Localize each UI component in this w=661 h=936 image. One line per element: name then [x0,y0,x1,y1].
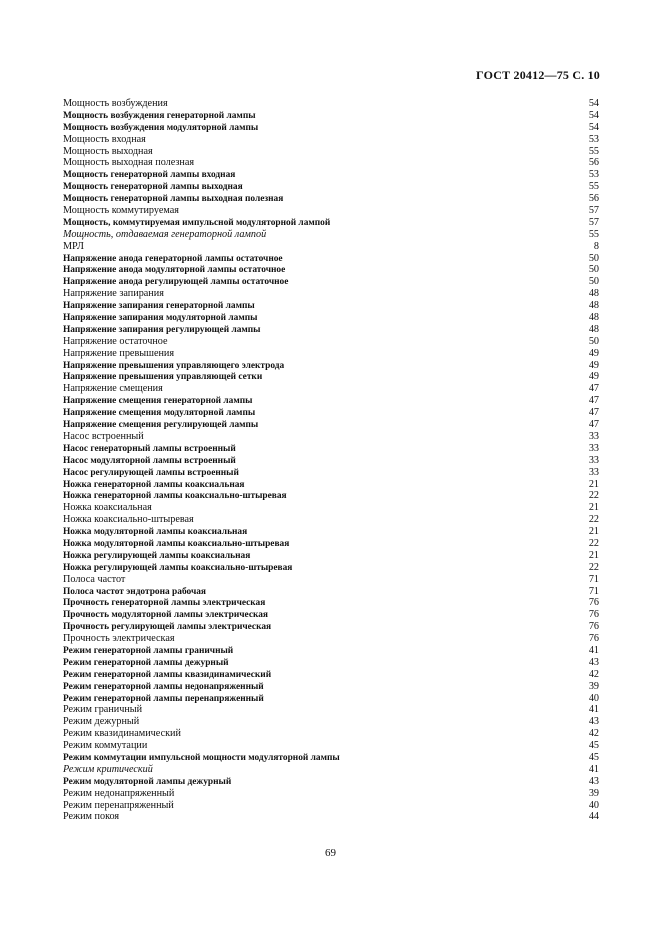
index-entry [63,704,599,716]
index-page-ref: 54 [588,98,599,109]
index-term: Ножка коаксиально-штыревая [63,514,194,526]
index-term: Режим недонапряженный [63,787,175,799]
index-page-ref: 41 [588,763,599,775]
index-page-ref: 49 [588,359,599,371]
index-page-ref: 55 [588,145,599,157]
index-term: Мощность коммутируемая [63,205,179,217]
index-page-ref: 40 [588,692,599,704]
index-entry [63,217,599,229]
index-term: Полоса частот [63,573,126,585]
index-page-ref: 33 [588,442,599,454]
index-term: Режим дежурный [63,716,140,728]
index-entry [63,360,599,372]
index-entry [63,312,599,324]
index-entry [63,550,599,562]
index-entry [63,752,599,764]
index-term: Мощность входная [63,133,146,145]
index-term: Режим критический [63,763,153,775]
index-entry [63,740,599,752]
index-entry [63,597,599,609]
index-entry [63,229,599,241]
index-term: Ножка генераторной лампы коаксиальная [63,479,245,490]
index-page-ref: 39 [588,680,599,692]
index-entry [63,395,599,407]
index-term: Мощность генераторной лампы выходная полезная [63,194,284,205]
index-term: Напряжение запирания регулирующей лампы [63,324,261,335]
index-entry [63,336,599,348]
index-entry [63,371,599,383]
index-term: Мощность выходная [63,145,153,157]
index-entry [63,669,599,681]
index-page-ref: 47 [588,407,599,419]
index-entry [63,241,599,253]
index-entry [63,98,599,110]
index-page-ref: 48 [588,300,599,312]
index-entry [63,788,599,800]
index-page-ref: 42 [588,728,599,740]
index-term: Прочность регулирующей лампы электрическая [63,622,272,633]
index-term: Режим квазидинамический [63,728,181,740]
index-term: Режим коммутации импульсной мощности модуляторной лампы [63,752,340,763]
index-term: Ножка регулирующей лампы коаксиальная [63,550,251,561]
index-page-ref: 47 [588,395,599,407]
index-page-ref: 22 [588,561,599,573]
index-page-ref: 55 [588,228,599,240]
index-entry [63,253,599,265]
index-page-ref: 21 [588,478,599,490]
index-term: Мощность выходная полезная [63,157,195,169]
index-entry [63,526,599,538]
index-entry [63,288,599,300]
index-entry [63,324,599,336]
index-term: Мощность, коммутируемая импульсной модуляторной лампой [63,217,331,228]
index-page-ref: 50 [588,252,599,264]
index-term: Напряжение превышения управляющей сетки [63,372,263,383]
index-page-ref: 22 [588,514,599,526]
index-page-ref: 57 [588,216,599,228]
index-entry [63,633,599,645]
index-page-ref: 76 [588,609,599,621]
index-term: Ножка генераторной лампы коаксиально-штыревая [63,491,287,502]
index-page-ref: 33 [588,466,599,478]
index-term: Напряжение анода регулирующей лампы остаточное [63,277,289,288]
index-term: Напряжение запирания генераторной лампы [63,301,255,312]
index-term: Напряжение анода модуляторной лампы остаточное [63,265,286,276]
index-page-ref: 50 [588,276,599,288]
index-page-ref: 53 [588,169,599,181]
index-term: Ножка модуляторной лампы коаксиально-штыревая [63,538,290,549]
index-page-ref: 8 [593,240,599,252]
index-page-ref: 43 [588,716,599,728]
index-page-ref: 54 [588,109,599,121]
index-term: Прочность электрическая [63,633,175,645]
index-term: МРЛ [63,240,84,252]
index-term: Режим генераторной лампы недонапряженный [63,681,264,692]
index-page-ref: 48 [588,312,599,324]
index-entry [63,764,599,776]
index-entry [63,443,599,455]
index-entry [63,110,599,122]
index-term: Напряжение остаточное [63,335,168,347]
index-term: Напряжение превышения [63,347,175,359]
index-term: Полоса частот эндотрона рабочая [63,586,207,597]
index-entry [63,609,599,621]
index-page-ref: 22 [588,490,599,502]
index-term: Мощность, отдаваемая генераторной лампой [63,228,267,240]
index-term: Насос модуляторной лампы встроенный [63,455,236,466]
index-entry [63,122,599,134]
index-term: Насос встроенный [63,430,144,442]
index-entry [63,586,599,598]
index-entry [63,407,599,419]
index-entry [63,276,599,288]
index-page-ref: 54 [588,121,599,133]
index-entry [63,193,599,205]
index-page-ref: 76 [588,597,599,609]
index-term: Режим перенапряженный [63,799,174,811]
index-term: Напряжение смещения регулирующей лампы [63,420,259,431]
index-entry [63,419,599,431]
index-entry [63,645,599,657]
index-page-ref: 45 [588,751,599,763]
index-term: Мощность возбуждения генераторной лампы [63,110,256,121]
index-page-ref: 43 [588,656,599,668]
index-term: Ножка регулирующей лампы коаксиально-штыревая [63,562,293,573]
index-page-ref: 56 [588,157,599,169]
index-page-ref: 45 [588,740,599,752]
index-term: Режим генераторной лампы перенапряженный [63,693,264,704]
index-page-ref: 22 [588,537,599,549]
index-page-ref: 43 [588,775,599,787]
index-page-ref: 39 [588,787,599,799]
index-page-ref: 40 [588,799,599,811]
index-page-ref: 48 [588,323,599,335]
index-term: Напряжение смещения генераторной лампы [63,396,253,407]
index-entry [63,514,599,526]
index-term: Напряжение запирания [63,288,164,300]
index-entry [63,562,599,574]
running-header: ГОСТ 20412—75 С. 10 [476,68,600,82]
index-entry [63,467,599,479]
index-entry [63,728,599,740]
index-term: Ножка модуляторной лампы коаксиальная [63,527,248,538]
index-page-ref: 57 [588,205,599,217]
index-page-ref: 47 [588,383,599,395]
index-term: Режим генераторной лампы граничный [63,645,234,656]
index-entry [63,681,599,693]
index-term: Режим граничный [63,704,143,716]
index-entry [63,776,599,788]
index-term: Прочность генераторной лампы электрическая [63,598,266,609]
index-entry [63,157,599,169]
index-entry [63,479,599,491]
index-page-ref: 41 [588,644,599,656]
index-page-ref: 49 [588,347,599,359]
index-page-ref: 21 [588,526,599,538]
index-term: Мощность возбуждения модуляторной лампы [63,122,259,133]
page-number: 69 [325,847,336,859]
index-page-ref: 56 [588,193,599,205]
index-term: Насос регулирующей лампы встроенный [63,467,239,478]
index-term: Напряжение смещения [63,383,163,395]
index-term: Мощность генераторной лампы входная [63,170,236,181]
index-entry [63,134,599,146]
index-page-ref: 71 [588,573,599,585]
index-term: Ножка коаксиальная [63,502,152,514]
index-entry [63,621,599,633]
index-page-ref: 33 [588,430,599,442]
index-term: Мощность возбуждения [63,98,168,109]
index-page-ref: 47 [588,419,599,431]
index-entry [63,574,599,586]
index-page-ref: 53 [588,133,599,145]
index-term: Напряжение превышения управляющего электрода [63,360,285,371]
index-term: Напряжение запирания модуляторной лампы [63,313,258,324]
index-page-ref: 50 [588,264,599,276]
index-page-ref: 33 [588,454,599,466]
index-page-ref: 50 [588,335,599,347]
index-entry [63,146,599,158]
index-entry [63,169,599,181]
index-page-ref: 76 [588,633,599,645]
index-term: Насос генераторный лампы встроенный [63,443,236,454]
index-entry [63,348,599,360]
index-term: Мощность генераторной лампы выходная [63,182,243,193]
index-entry [63,264,599,276]
index-entry [63,205,599,217]
index-page-ref: 49 [588,371,599,383]
index-entry [63,693,599,705]
index-entry [63,538,599,550]
index-term: Режим покоя [63,811,120,823]
index-entry [63,716,599,728]
index-term: Напряжение анода генераторной лампы остаточное [63,253,283,264]
index-page-ref: 76 [588,621,599,633]
index-page-ref: 44 [588,811,599,823]
index-entry [63,811,599,823]
index-entry [63,455,599,467]
index-entry [63,181,599,193]
index-entry [63,300,599,312]
index-page-ref: 42 [588,668,599,680]
index-entry [63,657,599,669]
index-page-ref: 21 [588,502,599,514]
index-entry [63,383,599,395]
index-term: Режим генераторной лампы квазидинамический [63,669,272,680]
index-term: Режим модуляторной лампы дежурный [63,776,232,787]
index-entry [63,431,599,443]
term-index-list [63,98,599,823]
index-term: Режим генераторной лампы дежурный [63,657,229,668]
index-page-ref: 71 [588,585,599,597]
index-entry [63,502,599,514]
index-entry [63,490,599,502]
index-entry [63,800,599,812]
index-page-ref: 21 [588,549,599,561]
index-term: Прочность модуляторной лампы электрическая [63,610,268,621]
index-page-ref: 41 [588,704,599,716]
index-term: Напряжение смещения модуляторной лампы [63,408,256,419]
index-page-ref: 55 [588,181,599,193]
index-page-ref: 48 [588,288,599,300]
index-term: Режим коммутации [63,740,148,752]
